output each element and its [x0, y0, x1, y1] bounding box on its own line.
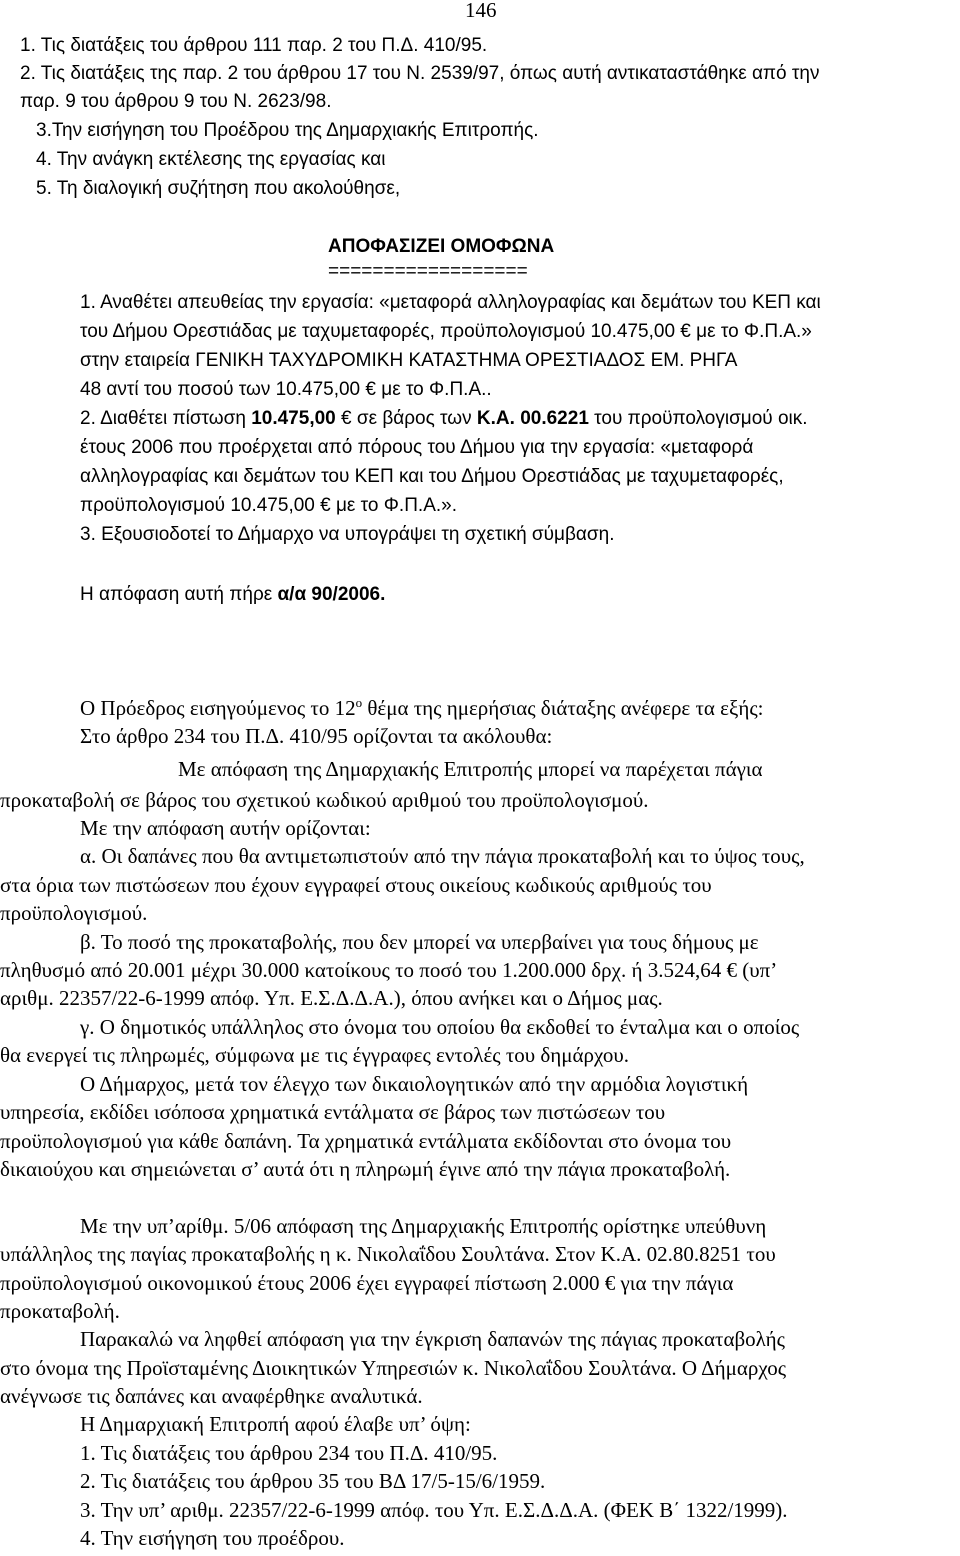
body-line-7: προϋπολογισμού. [0, 901, 148, 925]
body-line-21: Παρακαλώ να ληφθεί απόφαση για την έγκριση δαπανών της πάγιας προκαταβολής [80, 1327, 785, 1351]
decision-item-3: 3. Εξουσιοδοτεί το Δήμαρχο να υπογράψει τη σχετική σύμβαση. [80, 524, 615, 545]
body-line-5: α. Οι δαπάνες που θα αντιμετωπιστούν από την πάγια προκαταβολή και το ύψος τους, [80, 844, 805, 868]
decision-item-2-line3: αλληλογραφίας και δεμάτων του ΚΕΠ και του Δήμου Ορεστιάδας με ταχυμεταφορές, [80, 466, 784, 487]
consideration-5: 5. Τη διαλογική συζήτηση που ακολούθησε, [36, 178, 401, 199]
body-line-2: Με απόφαση της Δημαρχιακής Επιτροπής μπορεί να παρέχεται πάγια [178, 757, 763, 781]
body-line-12: θα ενεργεί τις πληρωμές, σύμφωνα με τις έγγραφες εντολές του δημάρχου. [0, 1043, 630, 1067]
body-line-16: δικαιούχου και σημειώνεται σ’ αυτά ότι η πληρωμή έγινε από την πάγια προκαταβολή. [0, 1157, 731, 1181]
page-number: 146 [465, 0, 497, 22]
decision-item-2-text: 2. Διαθέτει πίστωση [80, 408, 246, 429]
list-item-3: 3. Την υπ’ αριθμ. 22357/22-6-1999 απόφ. του Υπ. Ε.Σ.Δ.Δ.Α. (ΦΕΚ Β΄ 1322/1999). [80, 1498, 788, 1522]
body-line-1: Στο άρθρο 234 του Π.Δ. 410/95 ορίζονται τα ακόλουθα: [80, 724, 553, 748]
body-line-3: προκαταβολή σε βάρος του σχετικού κωδικού αριθμού του προϋπολογισμού. [0, 788, 649, 812]
body-line-17: Με την υπ’αρίθμ. 5/06 απόφαση της Δημαρχιακής Επιτροπής ορίστηκε υπεύθυνη [80, 1214, 767, 1238]
decision-item-1-line3: στην εταιρεία ΓΕΝΙΚΗ ΤΑΧΥΔΡΟΜΙΚΗ ΚΑΤΑΣΤΗΜΑ ΟΡΕΣΤΙΑΔΟΣ ΕΜ. ΡΗΓΑ [80, 350, 738, 371]
decision-rule: ================== [328, 261, 528, 282]
decision-item-2-line4: προϋπολογισμού 10.475,00 € με το Φ.Π.Α.». [80, 495, 457, 516]
body-line-15: προϋπολογισμού για κάθε δαπάνη. Τα χρηματικά εντάλματα εκδίδονται στο όνομα του [0, 1129, 732, 1153]
body-line-23: ανέγνωσε τις δαπάνες και αναφέρθηκε αναλυτικά. [0, 1384, 423, 1408]
list-item-2: 2. Τις διατάξεις του άρθρου 35 του ΒΔ 17/5-15/6/1959. [80, 1469, 546, 1493]
body-line-10: αριθμ. 22357/22-6-1999 απόφ. Υπ. Ε.Σ.Δ.Δ.Α.), όπου ανήκει και ο Δήμος μας. [0, 986, 663, 1010]
decision-number-line [80, 581, 385, 609]
decision-item-1-line4: 48 αντί του ποσού των 10.475,00 € με το Φ.Π.Α.. [80, 379, 492, 400]
body-line-14: υπηρεσία, εκδίδει ισόποσα χρηματικά εντάλματα σε βάρος των πιστώσεων του [0, 1100, 666, 1124]
body-line-24: Η Δημαρχιακή Επιτροπή αφού έλαβε υπ’ όψη: [80, 1412, 471, 1436]
decision-item-2-text-c: του προϋπολογισμού οικ. [594, 408, 808, 429]
body-line-9: πληθυσμό από 20.001 μέχρι 30.000 κατοίκους το ποσό του 1.200.000 δρχ. ή 3.524,64 € (υπ’ [0, 958, 778, 982]
decision-item-1-line2: του Δήμου Ορεστιάδας με ταχυμεταφορές, προϋπολογισμού 10.475,00 € με το Φ.Π.Α.» [80, 321, 812, 342]
body-line-11: γ. Ο δημοτικός υπάλληλος στο όνομα του οποίου θα εκδοθεί το ένταλμα και ο οποίος [80, 1015, 800, 1039]
body-line-13: Ο Δήμαρχος, μετά τον έλεγχο των δικαιολογητικών από την αρμόδια λογιστική [80, 1072, 749, 1096]
decision-item-2-amount: 10.475,00 [251, 408, 336, 429]
list-item-4: 4. Την εισήγηση του προέδρου. [80, 1526, 345, 1550]
decision-item-2-line2: έτους 2006 που προέρχεται από πόρους του Δήμου για την εργασία: «μεταφορά [80, 437, 754, 458]
consideration-1: 1. Τις διατάξεις του άρθρου 111 παρ. 2 του Π.Δ. 410/95. [20, 35, 488, 56]
body-line-19: προϋπολογισμού οικονομικού έτους 2006 έχει εγγραφεί πίστωση 2.000 € για την πάγια [0, 1271, 734, 1295]
consideration-4: 4. Την ανάγκη εκτέλεσης της εργασίας και [36, 149, 386, 170]
body-line-8: β. Το ποσό της προκαταβολής, που δεν μπορεί να υπερβαίνει για τους δήμους με [80, 930, 759, 954]
consideration-3: 3.Την εισήγηση του Προέδρου της Δημαρχιακής Επιτροπής. [36, 120, 539, 141]
decision-item-2-text-b: € σε βάρος των [341, 408, 472, 429]
body-line-20: προκαταβολή. [0, 1299, 120, 1323]
decision-heading: ΑΠΟΦΑΣΙΖΕΙ ΟΜΟΦΩΝΑ [328, 236, 555, 257]
body-line-18: υπάλληλος της παγίας προκαταβολής η κ. Νικολαΐδου Σουλτάνα. Στον Κ.Α. 02.80.8251 του [0, 1242, 776, 1266]
list-item-1: 1. Τις διατάξεις του άρθρου 234 του Π.Δ. 410/95. [80, 1441, 498, 1465]
body-line-4: Με την απόφαση αυτήν ορίζονται: [80, 816, 371, 840]
decision-number-prefix: Η απόφαση αυτή πήρε [80, 584, 273, 605]
body-intro-b: θέμα της ημερήσιας διάταξης ανέφερε τα εξής: [362, 696, 764, 720]
body-line-6: στα όρια των πιστώσεων που έχουν εγγραφεί στους οικείους κωδικούς αριθμούς του [0, 873, 712, 897]
consideration-2-cont: παρ. 9 του άρθρου 9 του Ν. 2623/98. [20, 91, 332, 112]
decision-item-2 [80, 405, 808, 433]
consideration-2: 2. Τις διατάξεις της παρ. 2 του άρθρου 17 του Ν. 2539/97, όπως αυτή αντικαταστάθηκε από την [20, 63, 820, 84]
body-line-22: στο όνομα της Προϊσταμένης Διοικητικών Υπηρεσιών κ. Νικολαΐδου Σουλτάνα. Ο Δήμαρχος [0, 1356, 787, 1380]
body-intro-sup: ο [355, 695, 363, 710]
decision-number: α/α 90/2006. [277, 584, 386, 605]
decision-item-2-code: Κ.Α. 00.6221 [476, 408, 589, 429]
body-intro [80, 694, 764, 722]
body-intro-a: Ο Πρόεδρος εισηγούμενος το 12 [80, 696, 356, 720]
decision-item-1: 1. Αναθέτει απευθείας την εργασία: «μεταφορά αλληλογραφίας και δεμάτων του ΚΕΠ και [80, 292, 821, 313]
